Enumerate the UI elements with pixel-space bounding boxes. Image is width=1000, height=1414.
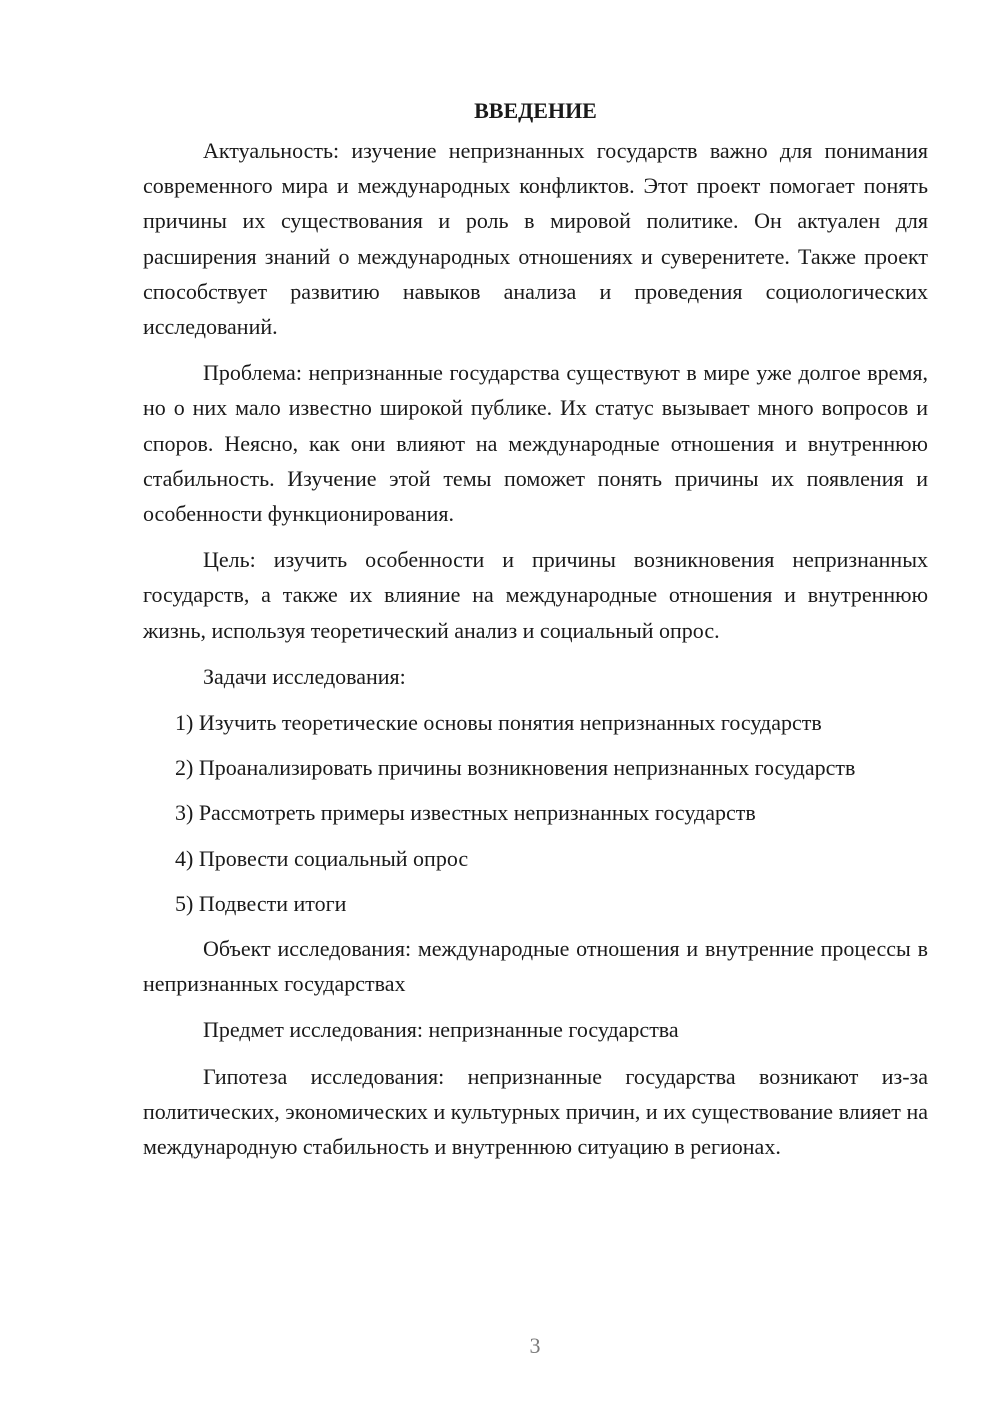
task-item-3: 3) Рассмотреть примеры известных непризнанных государств bbox=[175, 800, 756, 826]
tasks-heading: Задачи исследования: bbox=[203, 663, 406, 689]
paragraph-object: Объект исследования: международные отношения и внутренние процессы в непризнанных государствах bbox=[143, 936, 928, 997]
document-page bbox=[143, 95, 928, 1164]
section-title: ВВЕДЕНИЕ bbox=[474, 98, 597, 123]
paragraph-hypothesis: Гипотеза исследования: непризнанные государства возникают из-за политических, экономических и культурных причин, и их существование влияет на международную стабильность и внутреннюю ситуацию в регионах. bbox=[143, 1063, 928, 1160]
paragraph-subject: Предмет исследования: непризнанные государства bbox=[203, 1017, 679, 1043]
page-number: 3 bbox=[529, 1333, 541, 1358]
task-item-5: 5) Подвести итоги bbox=[175, 890, 347, 916]
paragraph-relevance: Актуальность: изучение непризнанных государств важно для понимания современного мира и международных конфликтов. Этот проект помогает понять причины их существования и роль в мировой политике. Он актуален для расширения знаний о международных отношениях и суверенитете. Также проект способствует развитию навыков анализа и проведения социологических исследований. bbox=[143, 138, 928, 340]
task-item-2: 2) Проанализировать причины возникновения непризнанных государств bbox=[175, 755, 856, 781]
task-item-1: 1) Изучить теоретические основы понятия непризнанных государств bbox=[175, 710, 822, 736]
paragraph-goal: Цель: изучить особенности и причины возникновения непризнанных государств, а также их влияние на международные отношения и внутреннюю жизнь, используя теоретический анализ и социальный опрос. bbox=[143, 547, 928, 643]
task-item-4: 4) Провести социальный опрос bbox=[175, 845, 469, 871]
paragraph-problem: Проблема: непризнанные государства существуют в мире уже долгое время, но о них мало известно широкой публике. Их статус вызывает много вопросов и споров. Неясно, как они влияют на международные отношения и внутреннюю стабильность. Изучение этой темы поможет понять причины их появления и особенности функционирования. bbox=[143, 360, 928, 527]
